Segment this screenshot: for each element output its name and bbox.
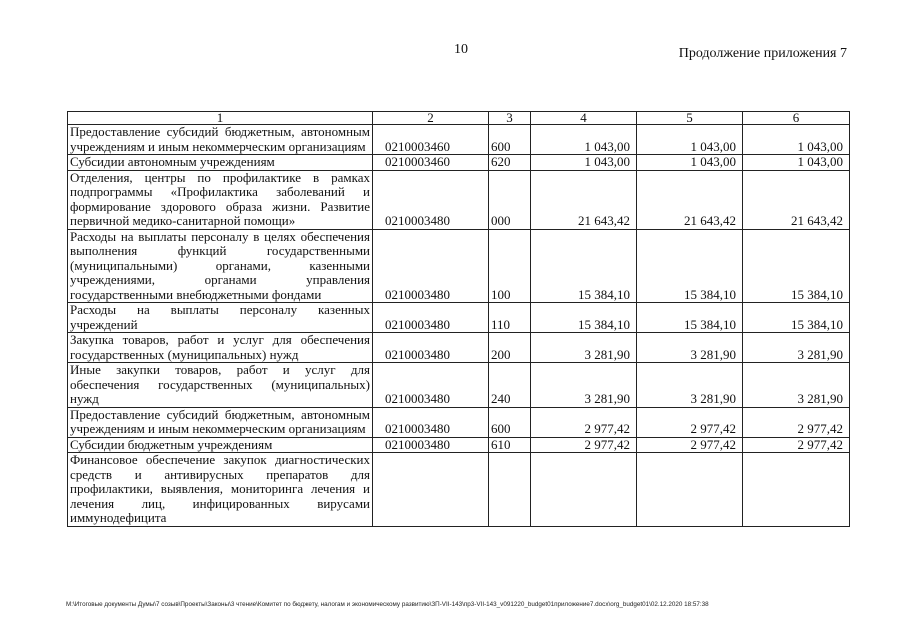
header-cell: 6: [743, 112, 850, 125]
header-cell: 2: [373, 112, 489, 125]
row-value-2023-cell: 15 384,10: [743, 229, 850, 303]
row-value-2022-cell: 1 043,00: [637, 155, 743, 171]
row-code-cell: 0210003480: [373, 170, 489, 229]
row-value-2023-cell: 2 977,42: [743, 407, 850, 437]
row-value-2022-cell: 2 977,42: [637, 437, 743, 453]
table-row: [68, 407, 850, 437]
header-cell: 1: [68, 112, 373, 125]
row-kvr-cell: 600: [489, 407, 531, 437]
table-row: [68, 437, 850, 453]
row-kvr-cell: 110: [489, 303, 531, 333]
row-value-2022-cell: 3 281,90: [637, 363, 743, 408]
budget-table: [67, 111, 850, 527]
row-value-2021-cell: 15 384,10: [531, 303, 637, 333]
header-cell: 5: [637, 112, 743, 125]
row-code-cell: 0210003460: [373, 155, 489, 171]
row-kvr-cell: 200: [489, 333, 531, 363]
row-code-cell: 0210003480: [373, 437, 489, 453]
row-value-2022-cell: 15 384,10: [637, 303, 743, 333]
row-code-cell: 0210003480: [373, 303, 489, 333]
file-path-footer: M:\Итоговые документы Думы\7 созыв\Проекты\Законы\3 чтение\Комитет по бюджету, налогам и экономическому развитию\ЗП-VII-143\пр3-VII-143_v091220_budget01приложение7.docx\org_budget01\02.12.2020 18:57:38: [66, 601, 709, 608]
table-row: [68, 363, 850, 408]
row-code-cell: 0210003480: [373, 229, 489, 303]
row-value-2022-cell: [637, 453, 743, 527]
row-kvr-cell: [489, 453, 531, 527]
table-row: [68, 303, 850, 333]
row-value-2023-cell: 21 643,42: [743, 170, 850, 229]
row-name-cell: Закупка товаров, работ и услуг для обеспечения государственных (муниципальных) нужд: [68, 333, 373, 363]
row-name-cell: Расходы на выплаты персоналу в целях обеспечения выполнения функций государственными (муниципальными) органами, казенными учреждениями, органами управления государственными внебюджетными фондами: [68, 229, 373, 303]
row-code-cell: 0210003480: [373, 363, 489, 408]
row-value-2022-cell: 21 643,42: [637, 170, 743, 229]
row-name-cell: Субсидии автономным учреждениям: [68, 155, 373, 171]
row-name-cell: Финансовое обеспечение закупок диагностических средств и антивирусных препаратов для профилактики, выявления, мониторинга лечения и лечения лиц, инфицированных вирусами иммунодефицита: [68, 453, 373, 527]
row-value-2021-cell: 15 384,10: [531, 229, 637, 303]
table-header-row: [68, 112, 850, 125]
row-code-cell: 0210003480: [373, 333, 489, 363]
row-kvr-cell: 000: [489, 170, 531, 229]
row-name-cell: Предоставление субсидий бюджетным, автономным учреждениям и иным некоммерческим организациям: [68, 125, 373, 155]
row-value-2023-cell: [743, 453, 850, 527]
row-kvr-cell: 600: [489, 125, 531, 155]
table-row: [68, 125, 850, 155]
table-row: [68, 155, 850, 171]
row-value-2022-cell: 3 281,90: [637, 333, 743, 363]
row-name-cell: Предоставление субсидий бюджетным, автономным учреждениям и иным некоммерческим организациям: [68, 407, 373, 437]
table-body: [68, 112, 850, 527]
row-name-cell: Расходы на выплаты персоналу казенных учреждений: [68, 303, 373, 333]
continuation-label: Продолжение приложения 7: [678, 46, 847, 61]
row-kvr-cell: 240: [489, 363, 531, 408]
row-kvr-cell: 610: [489, 437, 531, 453]
table-row: [68, 453, 850, 527]
row-value-2021-cell: [531, 453, 637, 527]
row-value-2021-cell: 3 281,90: [531, 333, 637, 363]
row-name-cell: Отделения, центры по профилактике в рамках подпрограммы «Профилактика заболеваний и формирование здорового образа жизни. Развитие первичной медико-санитарной помощи»: [68, 170, 373, 229]
row-value-2021-cell: 3 281,90: [531, 363, 637, 408]
row-value-2023-cell: 3 281,90: [743, 333, 850, 363]
row-value-2021-cell: 2 977,42: [531, 437, 637, 453]
row-value-2022-cell: 1 043,00: [637, 125, 743, 155]
row-value-2023-cell: 2 977,42: [743, 437, 850, 453]
row-value-2023-cell: 15 384,10: [743, 303, 850, 333]
table-row: [68, 170, 850, 229]
row-value-2021-cell: 1 043,00: [531, 155, 637, 171]
row-value-2023-cell: 1 043,00: [743, 155, 850, 171]
header-cell: 4: [531, 112, 637, 125]
row-name-cell: Субсидии бюджетным учреждениям: [68, 437, 373, 453]
row-value-2023-cell: 3 281,90: [743, 363, 850, 408]
table-row: [68, 333, 850, 363]
page-number: 10: [454, 42, 468, 57]
row-code-cell: 0210003480: [373, 407, 489, 437]
row-kvr-cell: 100: [489, 229, 531, 303]
row-code-cell: [373, 453, 489, 527]
table-row: [68, 229, 850, 303]
row-value-2021-cell: 1 043,00: [531, 125, 637, 155]
row-value-2021-cell: 2 977,42: [531, 407, 637, 437]
row-value-2022-cell: 15 384,10: [637, 229, 743, 303]
row-name-cell: Иные закупки товаров, работ и услуг для обеспечения государственных (муниципальных) нужд: [68, 363, 373, 408]
row-value-2023-cell: 1 043,00: [743, 125, 850, 155]
row-value-2021-cell: 21 643,42: [531, 170, 637, 229]
header-cell: 3: [489, 112, 531, 125]
row-kvr-cell: 620: [489, 155, 531, 171]
row-code-cell: 0210003460: [373, 125, 489, 155]
row-value-2022-cell: 2 977,42: [637, 407, 743, 437]
